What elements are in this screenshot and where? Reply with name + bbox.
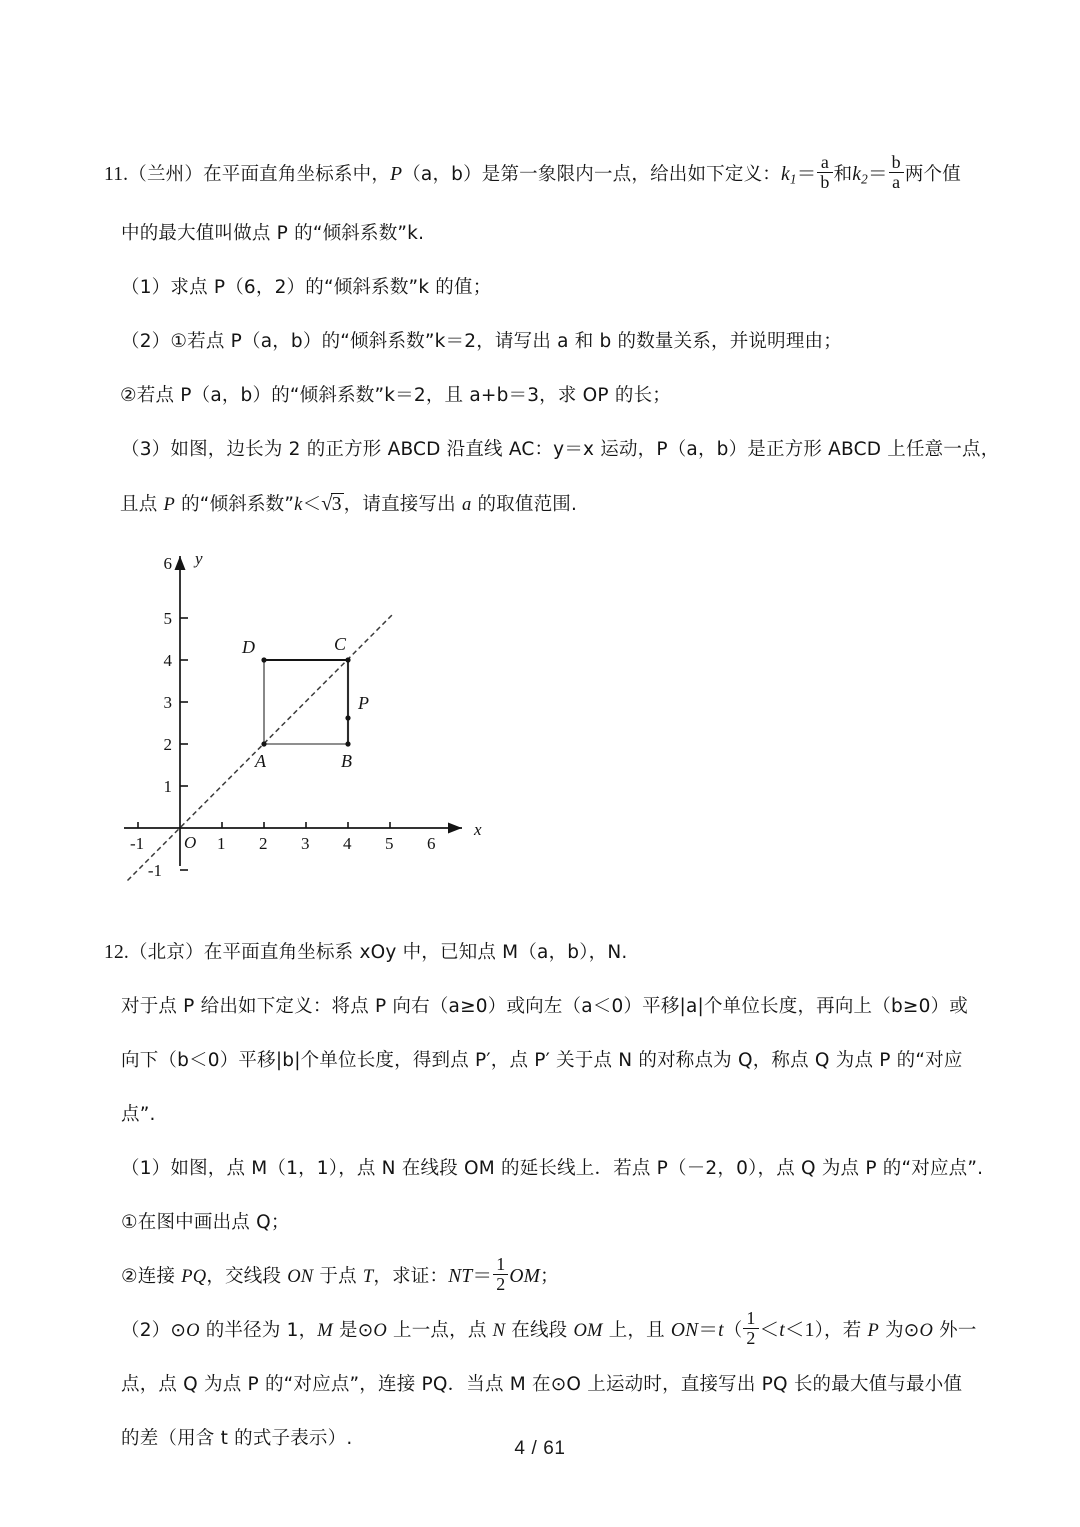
vertex-label-A: A <box>255 750 266 771</box>
fraction-one-half-b: $\frac{1}{2}$ <box>743 1309 758 1348</box>
problem-12-question-1: （1）如图，点 M（1，1），点 N 在线段 OM 的延长线上．若点 P（－2，0），点 Q 为点 P 的“对应点”. <box>121 1157 984 1179</box>
y-tick-label-1: 1 <box>163 776 172 796</box>
problem-11-line-1: 11.（兰州）在平面直角坐标系中，P（a，b）是第一象限内一点，给出如下定义：$k_1=$ $\frac{a}{b}$ 和$k_2=$ $\frac{b}{a}$ 两个值 <box>104 152 961 193</box>
problem-12-q2a-pre: （2）⊙O 的半径为 1，M 是⊙O 上一点，点 N 在线段 OM 上，且 <box>121 1319 671 1341</box>
problem-11-question-3b <box>120 477 984 532</box>
OM-label: OM <box>509 1265 541 1287</box>
problem-content <box>104 148 1000 1466</box>
problem-11-q3b-post: ，请直接写出 a 的取值范围. <box>343 493 578 515</box>
problem-12-number: 12. <box>104 941 129 963</box>
y-tick-label-4: 4 <box>163 650 172 670</box>
problem-12-stem: （北京）在平面直角坐标系 xOy 中，已知点 M（a，b），N. <box>128 941 628 963</box>
problem-11-line-2: 中的最大值叫做点 P 的“倾斜系数”k. <box>121 222 425 244</box>
x-tick-label-4: 4 <box>343 833 352 853</box>
figure-svg <box>122 540 502 880</box>
origin-label: O <box>184 832 197 852</box>
section-gap <box>104 870 984 926</box>
coordinate-plane-figure <box>122 540 502 880</box>
x-tick-label-5: 5 <box>385 833 394 853</box>
y-tick-label-5: 5 <box>163 608 172 628</box>
y-axis-arrow <box>175 556 186 570</box>
problem-11-question-2b: ②若点 P（a，b）的“倾斜系数”k＝2，且 a+b＝3，求 OP 的长； <box>120 384 671 406</box>
k2-expression: $k_2=$ $\frac{b}{a}$ <box>852 164 905 185</box>
k1-expression: $k_1=$ $\frac{a}{b}$ <box>781 164 834 185</box>
vertex-label-C: C <box>334 633 347 654</box>
point-label-P: P <box>358 692 369 713</box>
x-axis-arrow <box>448 822 462 833</box>
vertex-dot-C <box>345 657 350 662</box>
problem-11-stem-b: （a，b）是第一象限内一点，给出如下定义： <box>402 164 781 185</box>
vertex-label-B: B <box>341 750 352 771</box>
conjunction-he: 和 <box>833 164 853 185</box>
problem-12-question-2b: 点，点 Q 为点 P 的“对应点”，连接 PQ．当点 M 在⊙O 上运动时，直接写出 PQ 长的最大值与最小值 <box>121 1373 963 1395</box>
vertex-dot-B <box>345 741 350 746</box>
sqrt-3-expression: √3 <box>321 492 342 515</box>
x-tick-label-6: 6 <box>427 833 436 853</box>
point-dot-P <box>345 715 350 720</box>
vertex-label-D: D <box>242 636 255 657</box>
problem-12-line-2: 对于点 P 给出如下定义：将点 P 向右（a≥0）或向左（a＜0）平移|a|个单位长度，再向上（b≥0）或 <box>121 995 968 1017</box>
problem-11-question-2a: （2）①若点 P（a，b）的“倾斜系数”k＝2，请写出 a 和 b 的数量关系，并说明理由； <box>121 330 842 352</box>
ON-label: ON <box>670 1319 699 1341</box>
problem-11-question-1: （1）求点 P（6，2）的“倾斜系数”k 的值； <box>121 276 492 298</box>
fraction-a-over-b: $\frac{a}{b}$ <box>817 153 832 192</box>
x-tick-label--1: -1 <box>130 833 145 853</box>
fraction-b-over-a: $\frac{b}{a}$ <box>889 153 904 192</box>
x-tick-label-3: 3 <box>301 833 310 853</box>
y-axis-label: y <box>195 548 203 568</box>
problem-12-question-1b: ②连接 PQ，交线段 ON 于点 T，求证：NT＝ $\frac{1}{2}$ OM； <box>121 1254 559 1294</box>
problem-12-line-4: 点”. <box>121 1103 156 1125</box>
y-tick-label-6: 6 <box>163 553 172 573</box>
problem-11-stem-c: 两个值 <box>904 164 961 185</box>
y-tick-label-2: 2 <box>163 734 172 754</box>
problem-11-q3b-pre: 且点 P 的“倾斜系数”k＜ <box>120 493 322 515</box>
problem-11-stem-a: （兰州）在平面直角坐标系中， <box>128 164 391 185</box>
vertex-dot-D <box>261 657 266 662</box>
x-axis-label: x <box>474 819 482 839</box>
problem-12-question-2c: 的差（用含 t 的式子表示）. <box>121 1427 353 1449</box>
y-tick-label-3: 3 <box>163 692 172 712</box>
y-tick-label--1: -1 <box>147 860 162 880</box>
problem-11-number: 11. <box>104 164 129 185</box>
x-tick-label-1: 1 <box>217 833 226 853</box>
NT-label: NT <box>448 1265 473 1287</box>
problem-12-line-3: 向下（b＜0）平移|b|个单位长度，得到点 P′，点 P′ 关于点 N 的对称点为 Q，称点 Q 为点 P 的“对应 <box>121 1049 963 1071</box>
problem-12-question-1a: ①在图中画出点 Q； <box>121 1211 290 1233</box>
problem-11-question-3a: （3）如图，边长为 2 的正方形 ABCD 沿直线 AC：y＝x 运动，P（a，b）是正方形 ABCD 上任意一点， <box>121 438 1000 460</box>
problem-12-question-2a: （2）⊙O 的半径为 1，M 是⊙O 上一点，点 N 在线段 OM 上，且 ON＝t（ $\frac{1}{2}$ ＜t＜1），若 P 为⊙O 外一 <box>121 1308 977 1348</box>
vertex-dot-A <box>261 741 266 746</box>
problem-12-line-1 <box>104 926 984 980</box>
x-tick-label-2: 2 <box>259 833 268 853</box>
page-footer: 4 / 61 <box>514 1438 566 1459</box>
fraction-one-half-a: $\frac{1}{2}$ <box>493 1255 508 1294</box>
problem-12-q1b-pre: ②连接 PQ，交线段 ON 于点 T，求证： <box>121 1265 449 1287</box>
